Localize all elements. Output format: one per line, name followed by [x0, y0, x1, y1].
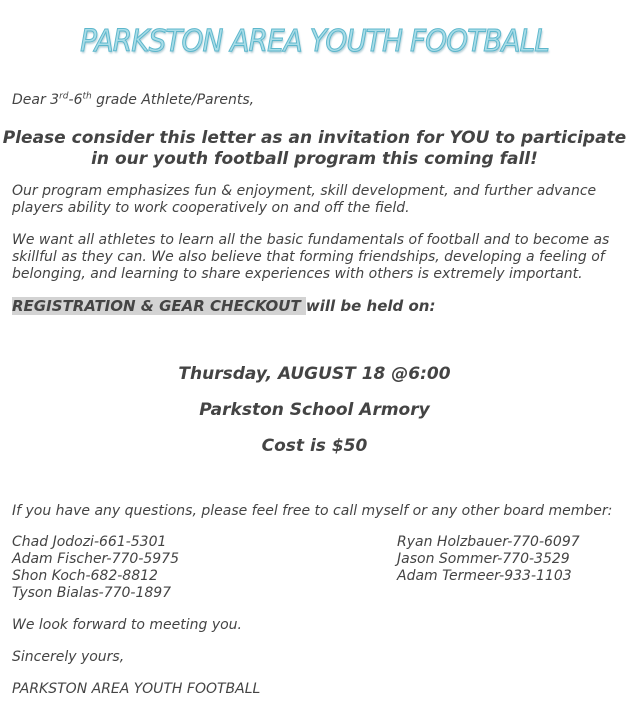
banner-title: PARKSTON AREA YOUTH FOOTBALL: [80, 24, 549, 59]
salutation-prefix: Dear 3: [12, 92, 60, 108]
salutation-sup-th: th: [82, 91, 92, 102]
closing-line: We look forward to meeting you.: [12, 617, 242, 633]
salutation-suffix: grade Athlete/Parents,: [91, 92, 255, 108]
invitation-headline: Please consider this letter as an invitation for YOU to participate in our youth football program this coming fall!: [2, 128, 627, 169]
contacts-left-column: [12, 534, 179, 602]
signature: PARKSTON AREA YOUTH FOOTBALL: [12, 681, 261, 697]
program-paragraph: Our program emphasizes fun & enjoyment, skill development, and further advance players ability to work cooperatively on and off the field.: [12, 183, 597, 216]
event-date: Thursday, AUGUST 18 @6:00: [178, 364, 451, 384]
sign-off: Sincerely yours,: [12, 649, 125, 665]
contact-item: Jason Sommer-770-3529: [397, 551, 570, 567]
registration-highlight: REGISTRATION & GEAR CHECKOUT: [12, 297, 306, 315]
event-location: Parkston School Armory: [199, 400, 430, 420]
questions-line: If you have any questions, please feel free to call myself or any other board member:: [12, 503, 613, 519]
fundamentals-paragraph: We want all athletes to learn all the basic fundamentals of football and to become as skillful as they can. We also believe that forming friendships, developing a feeling of belonging, and learning to share experiences with others is extremely important.: [12, 232, 610, 282]
registration-line: [12, 297, 435, 316]
contact-item: Tyson Bialas-770-1897: [12, 585, 172, 601]
salutation-sup-rd: rd: [59, 91, 69, 102]
contacts-right-column: [397, 534, 580, 585]
contact-item: Ryan Holzbauer-770-6097: [397, 534, 580, 550]
registration-rest: will be held on:: [305, 297, 436, 315]
contact-item: Adam Termeer-933-1103: [397, 568, 572, 584]
event-cost: Cost is $50: [261, 436, 368, 456]
salutation: [12, 92, 617, 109]
salutation-middle: -6: [68, 92, 83, 108]
contact-item: Adam Fischer-770-5975: [12, 551, 179, 567]
contact-item: Shon Koch-682-8812: [12, 568, 158, 584]
contact-item: Chad Jodozi-661-5301: [12, 534, 167, 550]
